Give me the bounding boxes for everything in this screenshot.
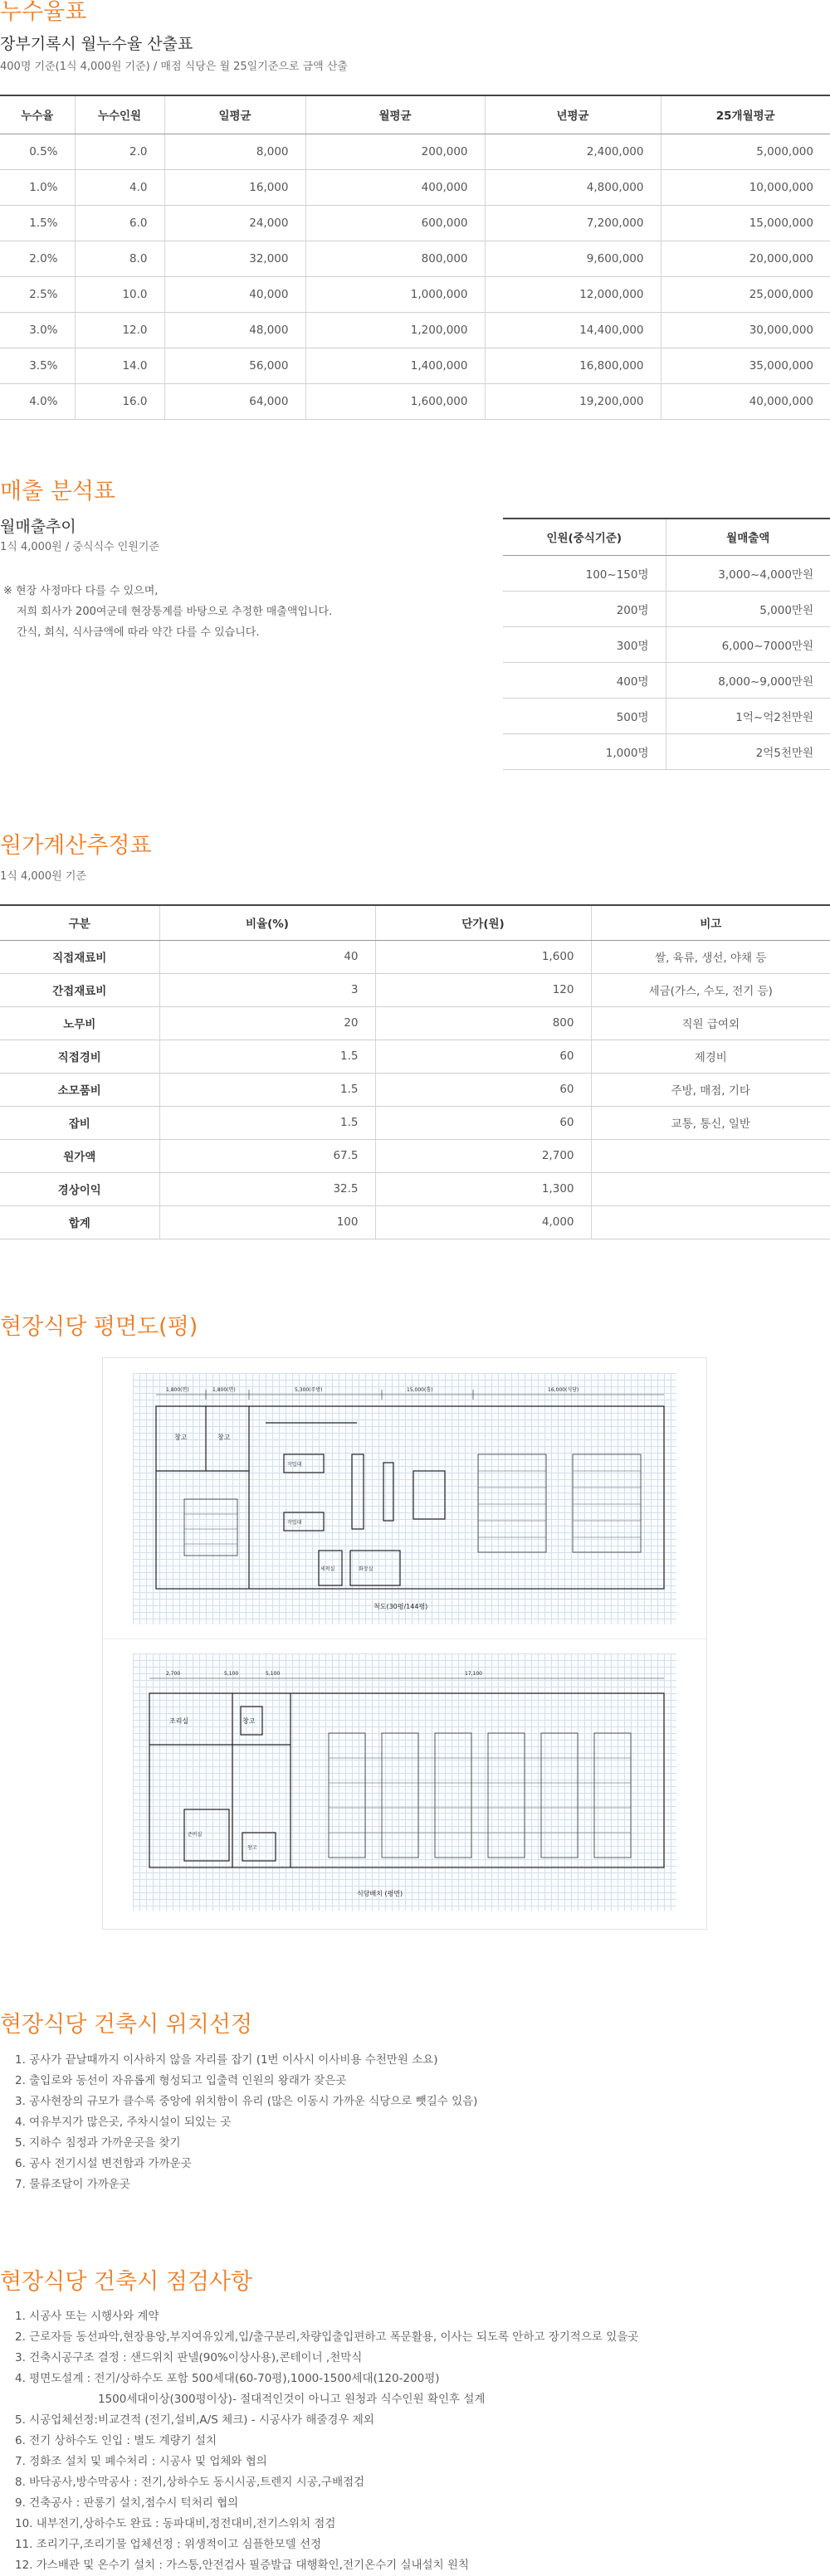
cost-cell: 직접재료비: [0, 940, 159, 973]
leakage-cell: 4,800,000: [485, 169, 661, 205]
leakage-cell: 4.0: [75, 169, 164, 205]
cost-row: [0, 1040, 830, 1073]
plan2-dimension-label: 2,700: [166, 1671, 181, 1677]
checklist-item: 11. 조리기구,조리기물 업체선정 : 위생적이고 심플한모델 선정: [15, 2538, 322, 2551]
floorplan-1-svg: [133, 1373, 676, 1624]
checklist-item: 9. 건축공사 : 판롱기 설치,점수시 턱처리 협의: [15, 2496, 239, 2510]
location-item: 3. 공사현장의 규모가 클수록 중앙에 위치함이 유리 (많은 이동시 가까운 식당으로 뺏길수 있음): [15, 2095, 478, 2108]
location-list: [15, 2050, 477, 2195]
sales-cell: 1,000명: [503, 733, 666, 769]
cost-cell: [591, 1172, 830, 1205]
leakage-cell: 12.0: [75, 312, 164, 348]
leakage-cell: 3.5%: [0, 348, 75, 383]
leakage-table: [0, 95, 830, 420]
leakage-cell: 20,000,000: [661, 241, 830, 276]
floorplan-images: [102, 1357, 707, 1930]
cost-row: [0, 940, 830, 973]
plan1-room-label: 세척실: [320, 1566, 335, 1572]
sales-table: [503, 518, 830, 770]
cost-cell: 1.5: [159, 1073, 375, 1106]
plan1-dimension-label: 16,000(식당): [548, 1387, 579, 1393]
sales-row: [503, 698, 830, 733]
sales-cell: 8,000~9,000만원: [666, 662, 830, 698]
plan2-table-block: [488, 1733, 525, 1858]
cost-row: [0, 1205, 830, 1239]
leakage-row: [0, 169, 830, 205]
cost-cell: 노무비: [0, 1006, 159, 1040]
checklist-title: 현장식당 건축시 점검사항: [0, 2269, 253, 2295]
sales-title: 매출 분석표: [0, 479, 115, 504]
plan1-table-block: [184, 1499, 237, 1556]
cost-cell: 3: [159, 973, 375, 1006]
leakage-cell: 40,000,000: [661, 383, 830, 419]
plan2-table-lines: [329, 1758, 631, 1833]
cost-row: [0, 1006, 830, 1040]
cost-cell: 4,000: [375, 1205, 591, 1239]
leakage-cell: 4.0%: [0, 383, 75, 419]
plan2-room-label: 조리실: [169, 1717, 189, 1725]
plan1-counter: [383, 1463, 393, 1521]
cost-row: [0, 973, 830, 1006]
cost-header-cell: 비고: [591, 905, 830, 940]
leakage-cell: 600,000: [305, 205, 485, 241]
checklist-item: 1. 시공사 또는 시행사와 계약: [15, 2310, 159, 2323]
cost-cell: 원가액: [0, 1139, 159, 1172]
sales-cell: 2억5천만원: [666, 733, 830, 769]
floorplan-drawing-1: [133, 1373, 676, 1624]
plan2-room-label: 창고: [247, 1845, 257, 1851]
cost-cell: 쌀, 육류, 생선, 야채 등: [591, 940, 830, 973]
sales-cell: 400명: [503, 662, 666, 698]
cost-row: [0, 1106, 830, 1139]
cost-cell: 2,700: [375, 1139, 591, 1172]
cost-cell: 60: [375, 1106, 591, 1139]
cost-cell: 교통, 통신, 일반: [591, 1106, 830, 1139]
sales-cell: 100~150명: [503, 555, 666, 591]
leakage-cell: 10.0: [75, 276, 164, 312]
plan2-table-block: [541, 1733, 578, 1858]
sales-row: [503, 662, 830, 698]
leakage-cell: 1,000,000: [305, 276, 485, 312]
location-title: 현장식당 건축시 위치선정: [0, 2012, 253, 2038]
leakage-cell: 0.5%: [0, 134, 75, 169]
cost-cell: 1.5: [159, 1106, 375, 1139]
plan1-counter: [352, 1454, 364, 1529]
plan1-dimension-label: 1,800(면): [166, 1387, 189, 1393]
plan2-room-label: 준비실: [188, 1832, 203, 1838]
sales-subtitle: 월매출추이: [0, 518, 76, 536]
sales-note: 1식 4,000원 / 중식식수 인원기준: [0, 541, 159, 553]
checklist-item: 6. 전기 상하수도 인입 : 별도 계량기 설치: [15, 2434, 217, 2447]
leakage-cell: 30,000,000: [661, 312, 830, 348]
location-item: 4. 여유부지가 많은곳, 주차시설이 되있는 곳: [15, 2116, 232, 2129]
plan1-table-block: [573, 1454, 641, 1552]
leakage-cell: 15,000,000: [661, 205, 830, 241]
sales-notice-line: ※ 현장 사정마다 다를 수 있으며,: [3, 585, 159, 597]
sales-cell: 6,000~7000만원: [666, 626, 830, 662]
leakage-header-cell: 25개월평균: [661, 95, 830, 134]
cost-cell: [591, 1205, 830, 1239]
cost-cell: 잡비: [0, 1106, 159, 1139]
sales-notice: [3, 581, 332, 643]
checklist-item: 3. 건축시공구조 결정 : 샌드위치 판넬(90%이상사용),콘테이너 ,천막식: [15, 2351, 363, 2364]
sales-cell: 5,000만원: [666, 591, 830, 626]
plan1-room-label: 창고: [217, 1434, 231, 1441]
cost-cell: 32.5: [159, 1172, 375, 1205]
cost-header-cell: 단가(원): [375, 905, 591, 940]
cost-cell: 1,600: [375, 940, 591, 973]
cost-header-row: [0, 905, 830, 940]
cost-cell: 800: [375, 1006, 591, 1040]
sales-notice-line: 저희 회사가 200여군데 현장통계를 바탕으로 추정한 매출액입니다.: [17, 606, 333, 618]
sales-row: [503, 555, 830, 591]
location-item: 7. 물류조달이 가까운곳: [15, 2178, 130, 2191]
leakage-row: [0, 312, 830, 348]
cost-cell: 1,300: [375, 1172, 591, 1205]
plan2-table-block: [329, 1733, 365, 1858]
checklist-item: 5. 시공업체선정:비교견적 (전기,설비,A/S 체크) - 시공사가 해줄경우 제외: [15, 2413, 374, 2427]
cost-row: [0, 1073, 830, 1106]
plan2-dimension-label: 17,100: [465, 1671, 482, 1677]
cost-cell: 100: [159, 1205, 375, 1239]
location-item: 1. 공사가 끝날때까지 이사하지 않을 자리를 잡기 (1번 이사시 이사비용 수천만원 소요): [15, 2053, 438, 2067]
cost-table-body: [0, 940, 830, 1239]
leakage-cell: 19,200,000: [485, 383, 661, 419]
leakage-cell: 400,000: [305, 169, 485, 205]
leakage-cell: 12,000,000: [485, 276, 661, 312]
leakage-cell: 5,000,000: [661, 134, 830, 169]
leakage-cell: 25,000,000: [661, 276, 830, 312]
leakage-cell: 1.0%: [0, 169, 75, 205]
leakage-row: [0, 276, 830, 312]
plan1-table-block: [478, 1454, 546, 1552]
plan2-table-block: [594, 1733, 631, 1858]
location-item: 6. 공사 전기시설 변전함과 가까운곳: [15, 2157, 192, 2170]
plan1-outer-wall: [156, 1406, 664, 1589]
leakage-cell: 40,000: [164, 276, 305, 312]
leakage-cell: 14.0: [75, 348, 164, 383]
cost-cell: 20: [159, 1006, 375, 1040]
plan1-table-lines: [184, 1471, 641, 1544]
leakage-row: [0, 383, 830, 419]
cost-cell: 직접경비: [0, 1040, 159, 1073]
cost-note: 1식 4,000원 기준: [0, 870, 86, 883]
cost-cell: 67.5: [159, 1139, 375, 1172]
plan2-table-block: [382, 1733, 418, 1858]
leakage-cell: 24,000: [164, 205, 305, 241]
plan2-dining-tables: [329, 1733, 631, 1858]
leakage-cell: 32,000: [164, 241, 305, 276]
leakage-cell: 2.0: [75, 134, 164, 169]
leakage-cell: 16,000: [164, 169, 305, 205]
plan1-dining-tables: [184, 1454, 641, 1556]
plan2-table-block: [435, 1733, 471, 1858]
leakage-cell: 7,200,000: [485, 205, 661, 241]
sales-header-cell: 인원(중식기준): [503, 519, 666, 555]
sales-cell: 300명: [503, 626, 666, 662]
cost-table: [0, 904, 830, 1239]
cost-cell: 40: [159, 940, 375, 973]
leakage-cell: 16,800,000: [485, 348, 661, 383]
leakage-cell: 2,400,000: [485, 134, 661, 169]
checklist-item: 7. 정화조 설치 및 폐수처리 : 시공사 및 업체와 협의: [15, 2455, 267, 2468]
floorplan-2-svg: [133, 1653, 676, 1911]
plan2-dimension-label: 5,100: [224, 1671, 239, 1677]
plan1-room-label: 창고: [174, 1434, 188, 1441]
leakage-note: 400명 기준(1식 4,000원 기준) / 매점 식당은 월 25일기준으로 금액 산출: [0, 61, 348, 73]
plan1-caption: 척도(30평/144평): [374, 1603, 428, 1610]
leakage-row: [0, 348, 830, 383]
plan1-dimension-label: 5,300(주방): [295, 1387, 323, 1393]
checklist-list: [15, 2306, 638, 2576]
leakage-cell: 64,000: [164, 383, 305, 419]
cost-header-cell: 구분: [0, 905, 159, 940]
sales-row: [503, 733, 830, 769]
leakage-cell: 48,000: [164, 312, 305, 348]
checklist-item: 10. 내부전기,상하수도 완료 : 동파대비,정전대비,전기스위치 점검: [15, 2517, 336, 2530]
leakage-cell: 8,000: [164, 134, 305, 169]
leakage-cell: 9,600,000: [485, 241, 661, 276]
checklist-item: 1500세대이상(300평이상)- 절대적인것이 아니고 원청과 식수인원 확인후 설계: [98, 2393, 486, 2406]
cost-cell: 합계: [0, 1205, 159, 1239]
leakage-cell: 6.0: [75, 205, 164, 241]
leakage-header-cell: 누수인원: [75, 95, 164, 134]
cost-cell: 제경비: [591, 1040, 830, 1073]
floorplan-title: 현장식당 평면도(평): [0, 1314, 198, 1340]
cost-row: [0, 1172, 830, 1205]
checklist-item: 12. 가스배관 및 온수기 설치 : 가스통,안전검사 필증발급 대행확인,전기온수기 실내설치 원칙: [15, 2559, 469, 2572]
sales-row: [503, 626, 830, 662]
plan2-caption: 식당배치 (평면): [357, 1890, 403, 1897]
leakage-cell: 2.0%: [0, 241, 75, 276]
leakage-cell: 3.0%: [0, 312, 75, 348]
leakage-title: 누수율표: [0, 0, 87, 25]
leakage-cell: 200,000: [305, 134, 485, 169]
cost-cell: 간접재료비: [0, 973, 159, 1006]
plan1-dimension-label: 15,000(홀): [407, 1387, 433, 1393]
cost-row: [0, 1139, 830, 1172]
cost-cell: 주방, 매점, 기타: [591, 1073, 830, 1106]
cost-cell: 120: [375, 973, 591, 1006]
plan2-room-label: 창고: [242, 1717, 256, 1725]
leakage-cell: 1,600,000: [305, 383, 485, 419]
cost-cell: 경상이익: [0, 1172, 159, 1205]
leakage-header-cell: 년평균: [485, 95, 661, 134]
floorplan-drawing-2: [133, 1653, 676, 1911]
sales-table-body: [503, 555, 830, 769]
sales-cell: 3,000~4,000만원: [666, 555, 830, 591]
sales-cell: 200명: [503, 591, 666, 626]
leakage-cell: 2.5%: [0, 276, 75, 312]
leakage-row: [0, 205, 830, 241]
leakage-table-body: [0, 134, 830, 419]
sales-header-row: [503, 519, 830, 555]
sales-row: [503, 591, 830, 626]
cost-cell: 직원 급여외: [591, 1006, 830, 1040]
cost-header-cell: 비율(%): [159, 905, 375, 940]
cost-cell: [591, 1139, 830, 1172]
leakage-cell: 800,000: [305, 241, 485, 276]
plan1-room-label: 작업대: [287, 1520, 302, 1526]
leakage-cell: 16.0: [75, 383, 164, 419]
cost-cell: 1.5: [159, 1040, 375, 1073]
leakage-row: [0, 241, 830, 276]
checklist-item: 4. 평면도설계 : 전기/상하수도 포함 500세대(60-70평),1000-1500세대(120-200평): [15, 2372, 440, 2385]
location-item: 5. 지하수 침정과 가까운곳을 찾기: [15, 2136, 181, 2150]
cost-cell: 세금(가스, 수도, 전기 등): [591, 973, 830, 1006]
sales-cell: 1억~억2천만원: [666, 698, 830, 733]
plan1-restroom: [350, 1551, 400, 1585]
leakage-cell: 1,200,000: [305, 312, 485, 348]
plan1-room-label: 작업대: [287, 1462, 302, 1468]
leakage-cell: 10,000,000: [661, 169, 830, 205]
plan2-dimension-label: 5,100: [266, 1671, 281, 1677]
checklist-item: 8. 바닥공사,방수막공사 : 전기,상하수도 동시시공,트렌지 시공,구배점검: [15, 2476, 365, 2489]
plan2-outer-wall: [149, 1693, 664, 1867]
cost-title: 원가계산추정표: [0, 833, 152, 859]
leakage-row: [0, 134, 830, 169]
leakage-cell: 1,400,000: [305, 348, 485, 383]
leakage-header-cell: 월평균: [305, 95, 485, 134]
leakage-header-cell: 일평균: [164, 95, 305, 134]
sales-cell: 500명: [503, 698, 666, 733]
sales-header-cell: 월매출액: [666, 519, 830, 555]
plan1-table-group: [413, 1471, 445, 1519]
leakage-cell: 8.0: [75, 241, 164, 276]
leakage-cell: 35,000,000: [661, 348, 830, 383]
leakage-cell: 1.5%: [0, 205, 75, 241]
sales-notice-line: 간식, 회식, 식사금액에 따라 약간 다를 수 있습니다.: [17, 626, 260, 639]
leakage-cell: 56,000: [164, 348, 305, 383]
cost-cell: 60: [375, 1073, 591, 1106]
checklist-item: 2. 근로자들 동선파악,현장용앙,부지여유있게,입/출구분리,차량입출입편하고 폭문활용, 이사는 되도록 안하고 장기적으로 있을곳: [15, 2330, 639, 2344]
leakage-subtitle: 장부기록시 월누수율 산출표: [0, 35, 193, 53]
leakage-cell: 14,400,000: [485, 312, 661, 348]
plan1-room-label: 화장실: [359, 1566, 374, 1572]
cost-cell: 60: [375, 1040, 591, 1073]
location-item: 2. 출입로와 동선이 자유롭게 형성되고 입출력 인원의 왕래가 잦은곳: [15, 2074, 347, 2087]
leakage-header-cell: 누수율: [0, 95, 75, 134]
leakage-header-row: [0, 95, 830, 134]
plan1-dimension-label: 1,800(면): [212, 1387, 236, 1393]
cost-cell: 소모품비: [0, 1073, 159, 1106]
